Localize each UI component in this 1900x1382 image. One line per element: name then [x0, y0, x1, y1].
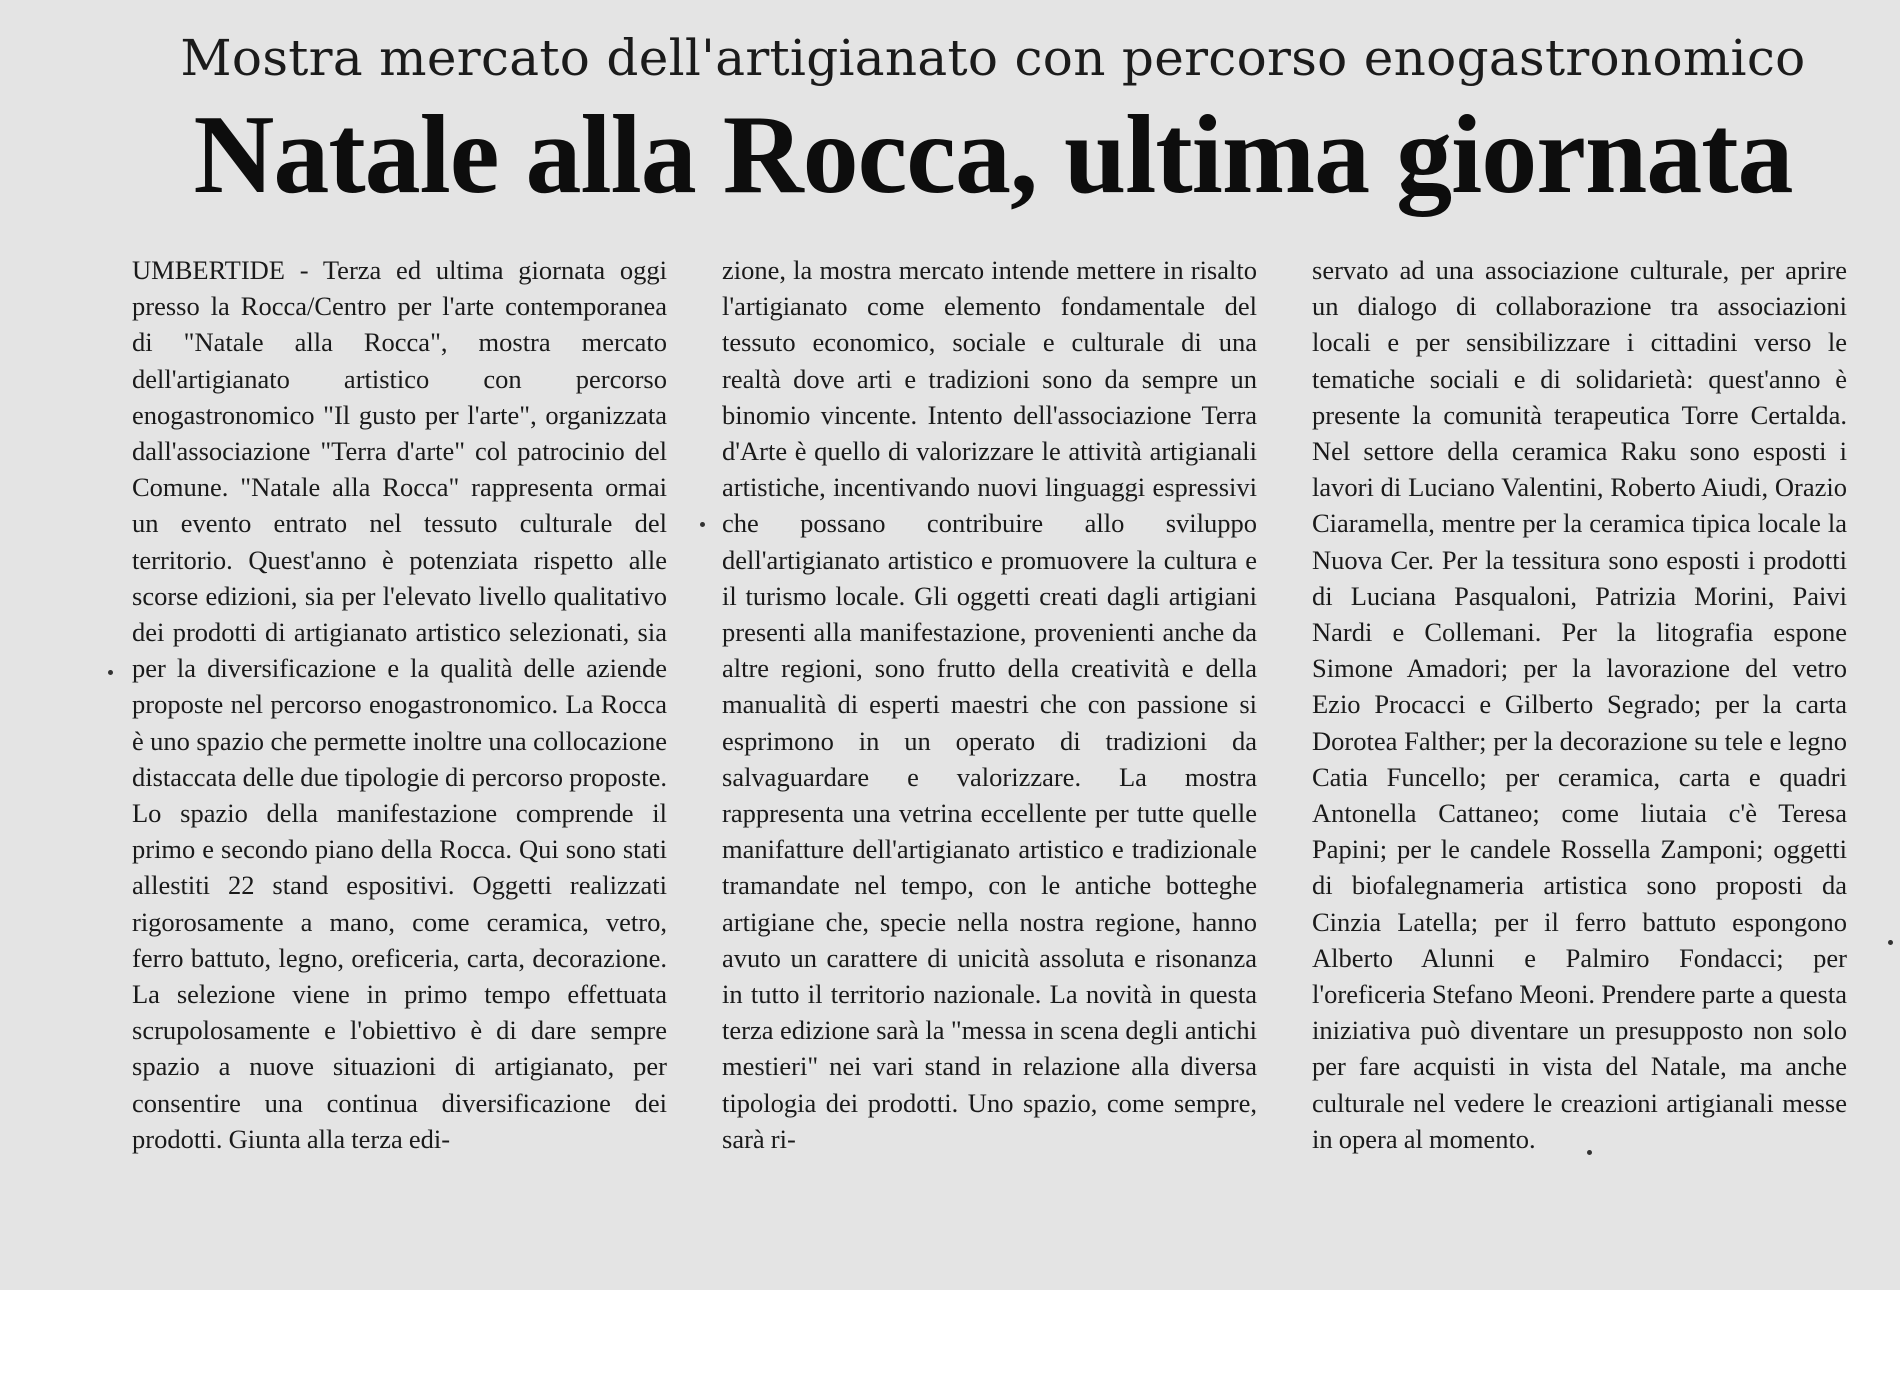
article-column-3: servato ad una associazione culturale, per aprire un dialogo di collaborazione tra associazioni locali e per sensibilizzare i cittadini verso le tematiche sociali e di solidarietà: quest'anno è presente la comunità terapeutica Torre Certalda. Nel settore della ceramica Raku sono esposti i lavori di Luciano Valentini, Roberto Aiudi, Orazio Ciaramella, mentre per la ceramica tipica locale la Nuova Cer. Per la tessitura sono esposti i prodotti di Luciana Pasqualoni, Patrizia Morini, Paivi Nardi e Collemani. Per la litografia espone Simone Amadori; per la lavorazione del vetro Ezio Procacci e Gilberto Segrado; per la carta Dorotea Falther; per la decorazione su tele e legno Catia Funcello; per ceramica, carta e quadri Antonella Cattaneo; come liutaia c'è Teresa Papini; per le candele Rossella Zamponi; oggetti di biofalegnameria artistica sono proposti da Cinzia Latella; per il ferro battuto espongono Alberto Alunni e Palmiro Fondacci; per l'oreficeria Stefano Meoni. Prendere parte a questa iniziativa può diventare un presupposto non solo per fare acquisti in vista del Natale, ma anche culturale nel vedere le creazioni artigianali messe in opera al momento.	[1312, 255, 1847, 1154]
article-column-1: UMBERTIDE - Terza ed ultima giornata oggi presso la Rocca/Centro per l'arte contemporanea di "Natale alla Rocca", mostra mercato dell'artigianato artistico con percorso enogastronomico "Il gusto per l'arte", organizzata dall'associazione "Terra d'arte" col patrocinio del Comune. "Natale alla Rocca" rappresenta ormai un evento entrato nel tessuto culturale del territorio. Quest'anno è potenziata rispetto alle scorse edizioni, sia per l'elevato livello qualitativo dei prodotti di artigianato artistico selezionati, sia per la diversificazione e la qualità delle aziende proposte nel percorso enogastronomico. La Rocca è uno spazio che permette inoltre una collocazione distaccata delle due tipologie di percorso proposte. Lo spazio della manifestazione comprende il primo e secondo piano della Rocca. Qui sono stati allestiti 22 stand espositivi. Oggetti realizzati rigorosamente a mano, come ceramica, vetro, ferro battuto, legno, oreficeria, carta, decorazione. La selezione viene in primo tempo effettuata scrupolosamente e l'obiettivo è di dare sempre spazio a nuove situazioni di artigianato, per consentire una continua diversificazione dei prodotti. Giunta alla terza edi-	[132, 255, 667, 1154]
article-kicker: Mostra mercato dell'artigianato con percorso enogastronomico	[180, 29, 1806, 87]
article-headline: Natale alla Rocca, ultima giornata	[193, 93, 1793, 217]
scan-speck	[1587, 1150, 1592, 1155]
scan-speck	[700, 522, 705, 527]
scan-speck	[1888, 940, 1893, 945]
page-margin	[0, 1290, 1900, 1382]
scan-speck	[108, 670, 113, 675]
article-column-2: zione, la mostra mercato intende mettere in risalto l'artigianato come elemento fondamentale del tessuto economico, sociale e culturale di una realtà dove arti e tradizioni sono da sempre un binomio vincente. Intento dell'associazione Terra d'Arte è quello di valorizzare le attività artigianali artistiche, incentivando nuovi linguaggi espressivi che possano contribuire allo sviluppo dell'artigianato artistico e promuovere la cultura e il turismo locale. Gli oggetti creati dagli artigiani presenti alla manifestazione, provenienti anche da altre regioni, sono frutto della creatività e della manualità di esperti maestri che con passione si esprimono in un operato di tradizioni da salvaguardare e valorizzare. La mostra rappresenta una vetrina eccellente per tutte quelle manifatture dell'artigianato artistico e tradizionale tramandate nel tempo, con le antiche botteghe artigiane che, specie nella nostra regione, hanno avuto un carattere di unicità assoluta e risonanza in tutto il territorio nazionale. La novità in questa terza edizione sarà la "messa in scena degli antichi mestieri" nei vari stand in relazione alla diversa tipologia dei prodotti. Uno spazio, come sempre, sarà ri-	[722, 255, 1257, 1154]
